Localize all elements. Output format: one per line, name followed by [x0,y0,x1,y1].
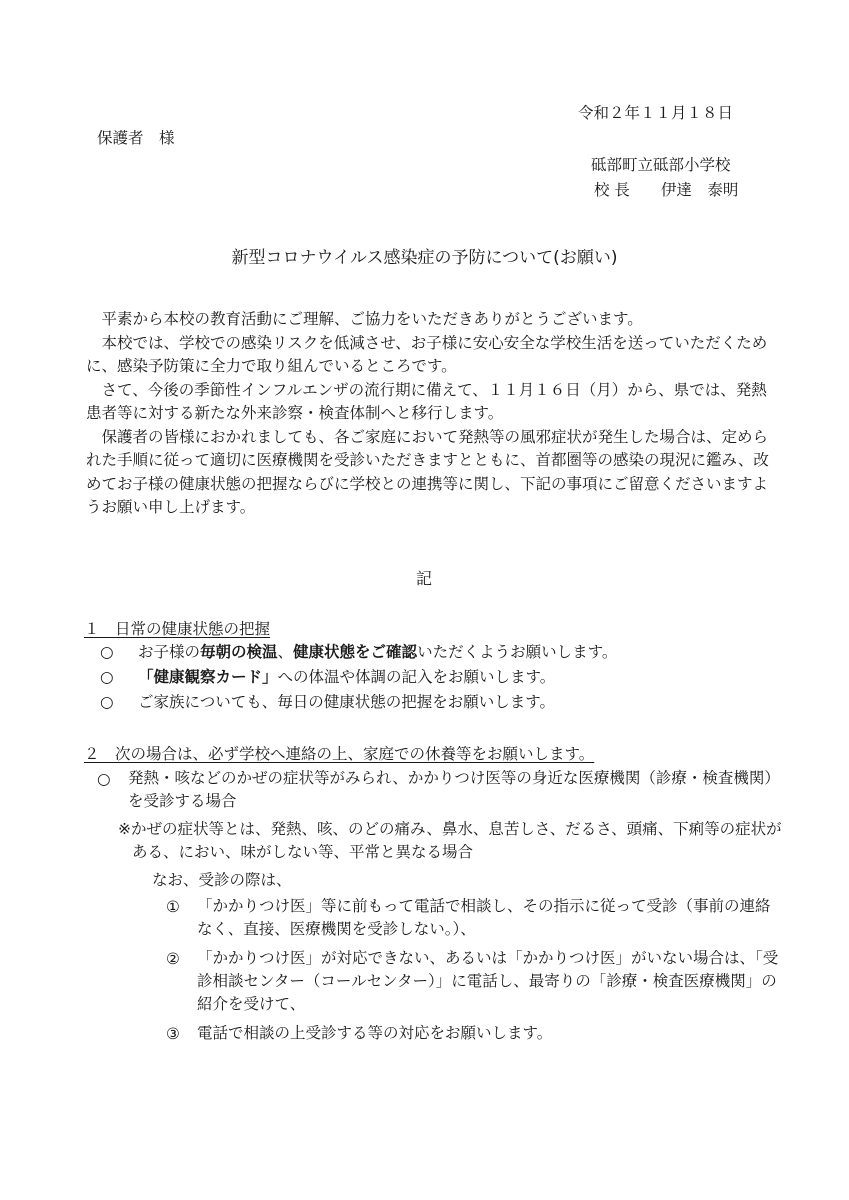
intro-paragraph: 保護者の皆様におかれましても、各ご家庭において発熱等の風邪症状が発生した場合は、定められた手順に従って適切に医療機関を受診いただきますとともに、首都圏等の感染の現況に鑑み、改めてお子様の健康状態の把握ならびに学校との連携等に関し、下記の事項にご留意くださいますようお願い申し上げます。 [86,427,769,516]
intro-paragraph: 本校では、学校での感染リスクを低減させ、お子様に安心安全な学校生活を送っていただくために、感染予防策に全力で取り組んでいるところです。 [86,333,768,375]
document-date: 令和２年１１月１８日 [578,104,734,122]
step-number: ① [166,898,180,916]
step-text: 「かかりつけ医」等に前もって電話で相談し、その指示に従って受診（事前の連絡なく、直接、医療機関を受診しない。）、 [197,897,771,938]
section1-item: ○ お子様の毎朝の検温、健康状態をご確認いただくようお願いします。 [100,643,618,661]
section2-item: 発熱・咳などのかぜの症状等がみられ、かかりつけ医等の身近な医療機関（診療・検査機関）を受診する場合 [128,769,780,810]
bullet-circle: ○ [100,693,114,711]
consultation-intro: なお、受診の際は、 [152,871,292,889]
step-text: 電話で相談の上受診する等の対応をお願いします。 [197,1024,553,1042]
emphasis-temperature: 毎朝の検温 [200,643,278,661]
emphasis-health-card: 「健康観察カード」 [138,668,278,686]
section1-heading: １ 日常の健康状態の把握 [84,620,271,638]
bullet-circle: ○ [100,668,114,686]
symptoms-note: ※かぜの症状等とは、発熱、咳、のどの痛み、鼻水、息苦しさ、だるさ、頭痛、下痢等の症状がある、におい、味がしない等、平常と異なる場合 [118,820,782,861]
bullet-circle: ○ [100,643,114,661]
document-title: 新型コロナウイルス感染症の予防について(お願い) [231,248,618,268]
intro-paragraph: 平素から本校の教育活動にご理解、ご協力をいただきありがとうございます。 [101,310,643,328]
intro-body [86,308,776,520]
section1-item: ○ ご家族についても、毎日の健康状態の把握をお願いします。 [100,693,555,711]
step-number: ② [166,950,180,968]
school-name: 砥部町立砥部小学校 [591,156,731,174]
principal-name: 校 長 伊達 泰明 [594,181,739,199]
ki-heading: 記 [416,569,433,588]
section2-heading: ２ 次の場合は、必ず学校へ連絡の上、家庭での休養等をお願いします。 [84,745,595,763]
bullet-circle: ○ [97,770,111,788]
emphasis-health-check: 健康状態をご確認 [293,643,418,661]
section1-item: ○ 「健康観察カード」への体温や体調の記入をお願いします。 [100,668,556,686]
step-text: 「かかりつけ医」が対応できない、あるいは「かかりつけ医」がいない場合は、「受診相談センター（コールセンター）」に電話し、最寄りの「診療・検査医療機関」の紹介を受けて、 [197,949,779,1013]
intro-paragraph: さて、今後の季節性インフルエンザの流行期に備えて、１１月１６日（月）から、県では、発熱患者等に対する新たな外来診察・検査体制へと移行します。 [86,380,767,422]
step-number: ③ [166,1025,180,1043]
addressee: 保護者 様 [97,129,175,147]
